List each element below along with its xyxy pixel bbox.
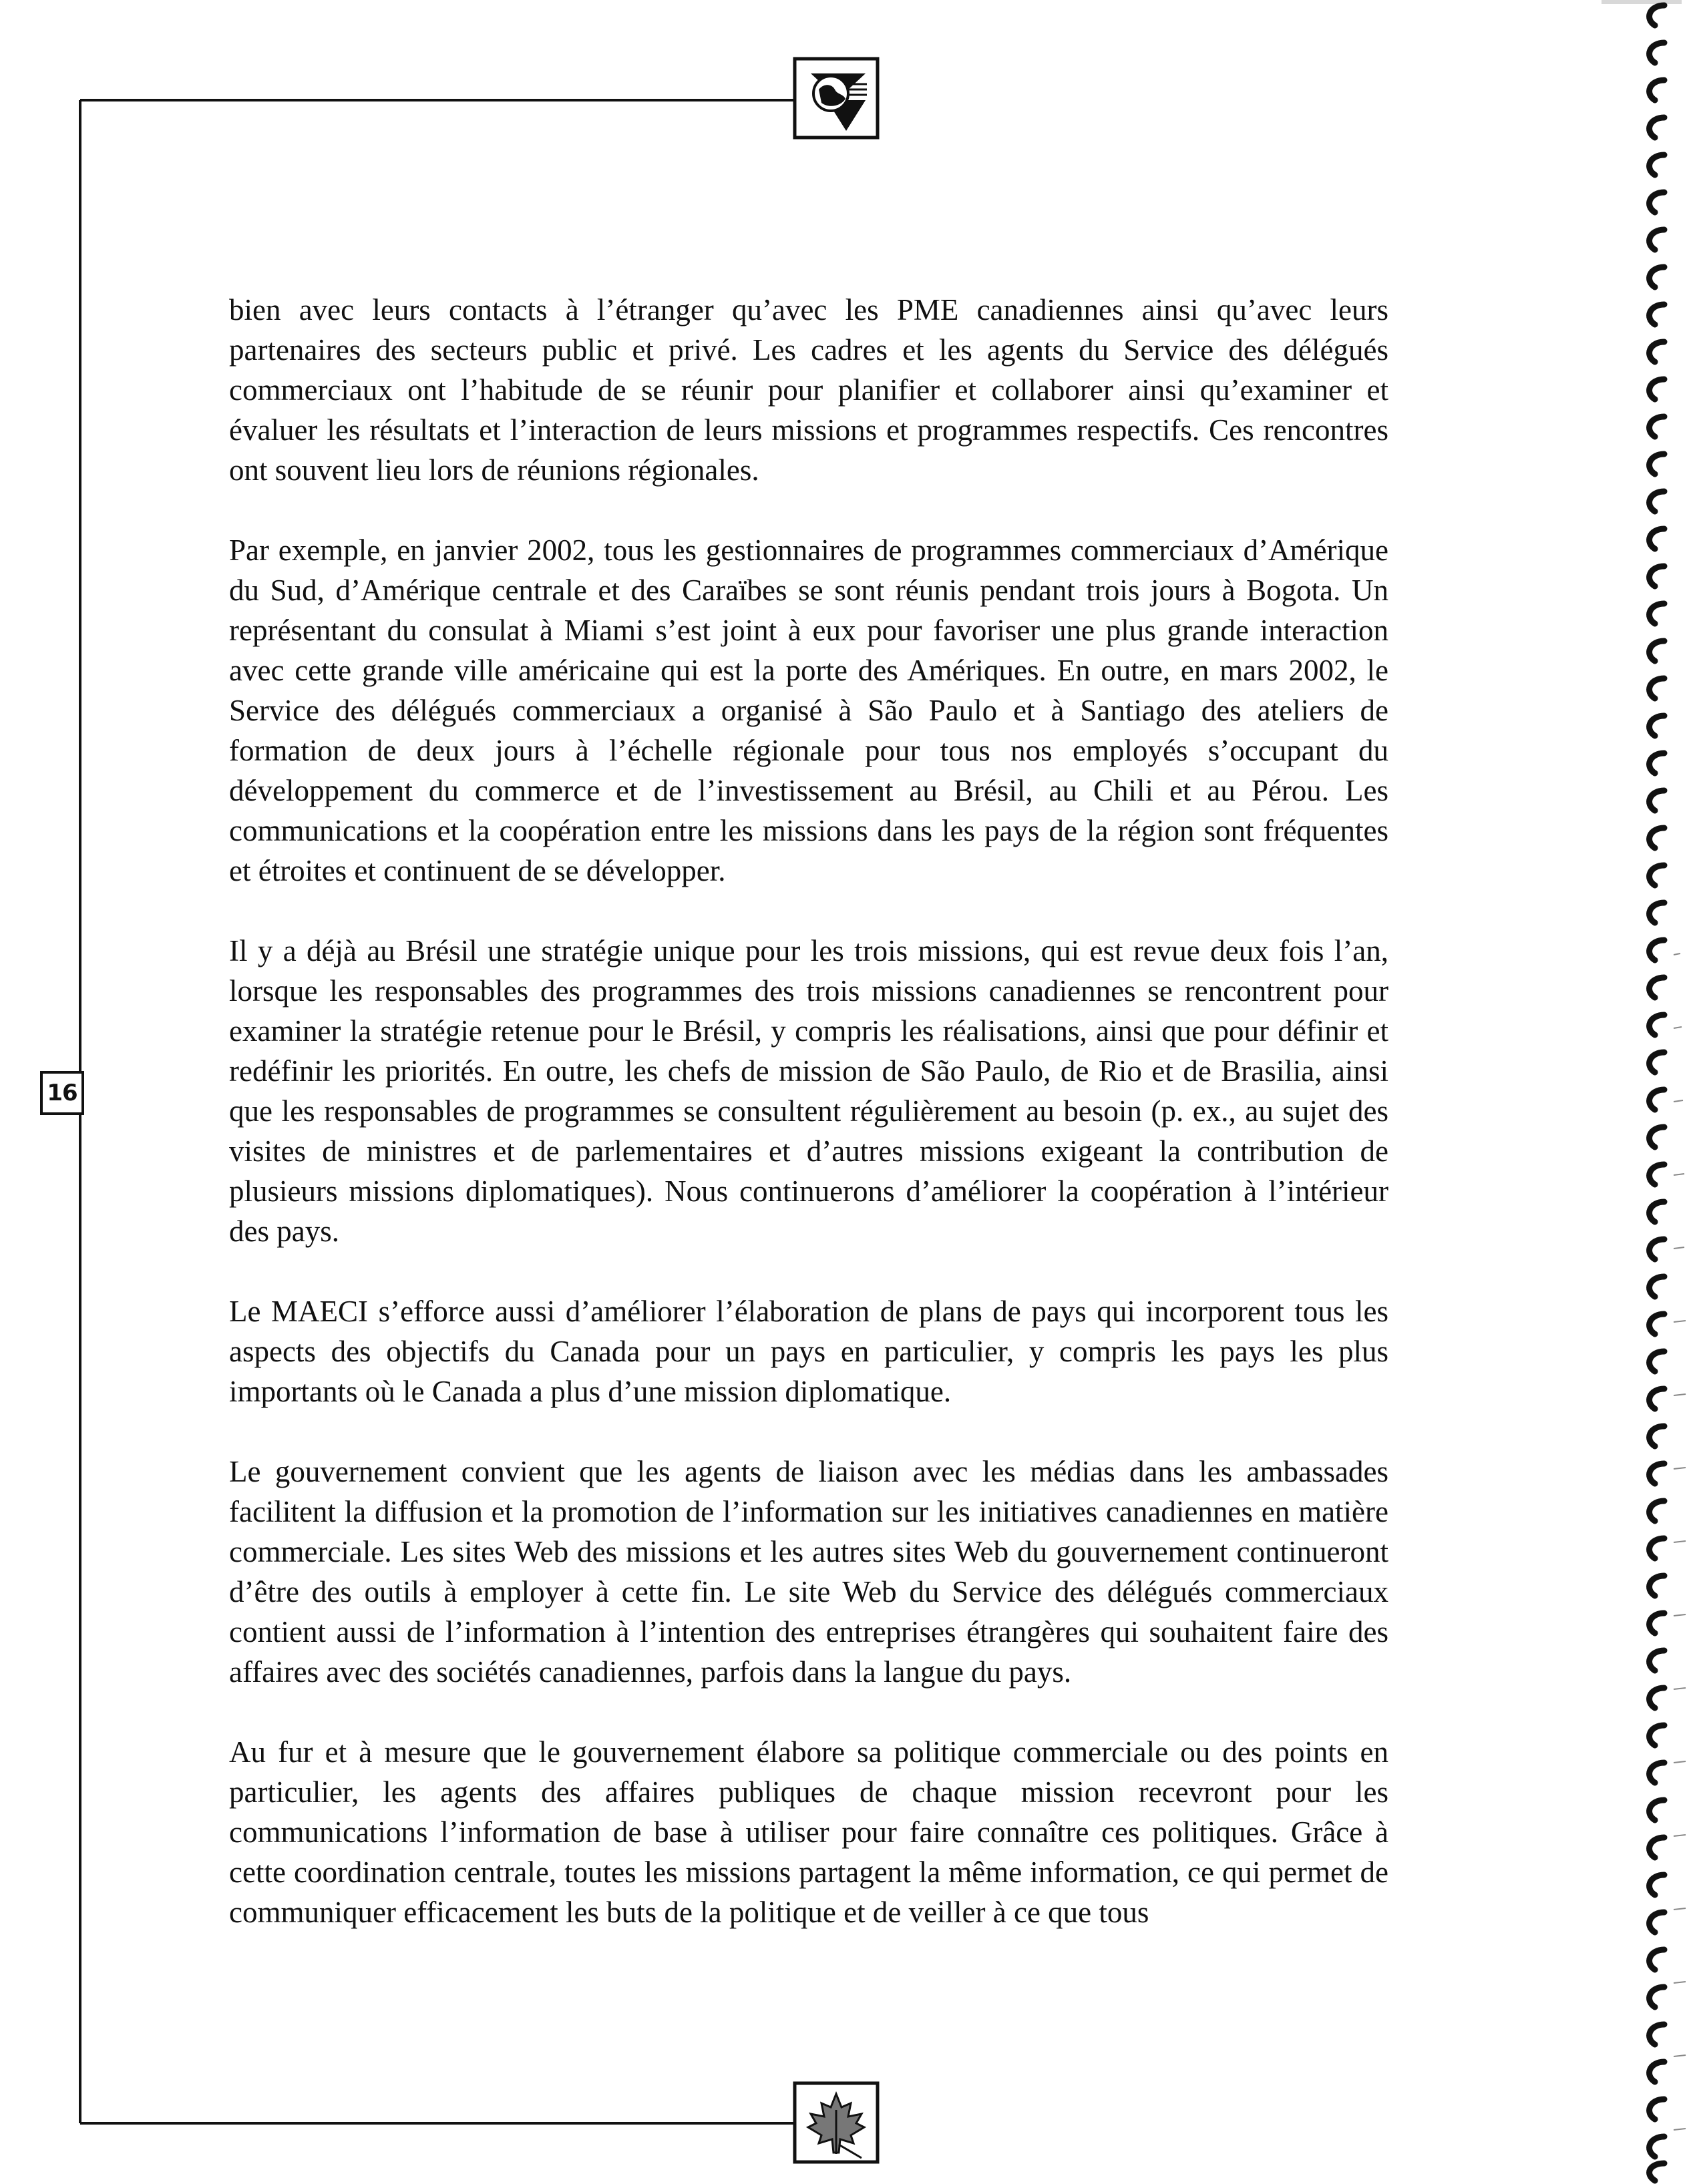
- paragraph-5: Le gouvernement convient que les agents de liaison avec les médias dans les ambassades facilitent la diffusion et la promotion de l’information sur les initiatives canadiennes en matière commerciale. Les sites Web des missions et les autres sites Web du gouvernement continueront d’être des outils à employer à cette fin. Le site Web du Service des délégués commerciaux contient aussi de l’information à l’intention des entreprises étrangères qui souhaitent faire des affaires avec des sociétés canadiennes, parfois dans la langue du pays.: [229, 1455, 1388, 1689]
- paragraph-2: Par exemple, en janvier 2002, tous les gestionnaires de programmes commerciaux d’Amérique du Sud, d’Amérique centrale et des Caraïbes se sont réunis pendant trois jours à Bogota. Un représentant du consulat à Miami s’est joint à eux pour favoriser une plus grande interaction avec cette grande ville américaine qui est la porte des Amériques. En outre, en mars 2002, le Service des délégués commerciaux a organisé à São Paulo et à Santiago des ateliers de formation de deux jours à l’échelle régionale pour tous nos employés s’occupant du développement du commerce et de l’investissement au Brésil, au Chili et au Pérou. Les communications et la coopération entre les missions dans les pays de la région sont fréquentes et étroites et continuent de se développer.: [229, 533, 1388, 887]
- paragraph-4: Le MAECI s’efforce aussi d’améliorer l’élaboration de plans de pays qui incorporent tous les aspects des objectifs du Canada pour un pays en particulier, y compris les pays les plus importants où le Canada a plus d’une mission diplomatique.: [229, 1295, 1388, 1408]
- paragraph-6: Au fur et à mesure que le gouvernement élabore sa politique commerciale ou des points en particulier, les agents des affaires publiques de chaque mission recevront pour les communications l’information de base à utiliser pour faire connaître ces politiques. Grâce à cette coordination centrale, toutes les missions partagent la même information, ce qui permet de communiquer efficacement les buts de la politique et de veiller à ce que tous: [229, 1735, 1388, 1929]
- page-number: 16: [40, 1071, 84, 1115]
- paragraph-1: bien avec leurs contacts à l’étranger qu’avec les PME canadiennes ainsi qu’avec leurs partenaires des secteurs public et privé. Les cadres et les agents du Service des délégués commerciaux ont l’habitude de se réunir pour planifier et collaborer ainsi qu’examiner et évaluer les résultats et l’interaction de leurs missions et programmes respectifs. Ces rencontres ont souvent lieu lors de réunions régionales.: [229, 293, 1388, 487]
- body-text: [229, 290, 1388, 1932]
- paragraph-3: Il y a déjà au Brésil une stratégie unique pour les trois missions, qui est revue deux fois l’an, lorsque les responsables des programmes des trois missions canadiennes se rencontrent pour examiner la stratégie retenue pour le Brésil, y compris les réalisations, ainsi que pour définir et redéfinir les priorités. En outre, les chefs de mission de São Paulo, de Rio et de Brasilia, ainsi que les responsables de programmes se consultent régulièrement au besoin (p. ex., au sujet des visites de ministres et de parlementaires et d’autres missions exigeant la contribution de plusieurs missions diplomatiques). Nous continuerons d’améliorer la coopération à l’intérieur des pays.: [229, 934, 1388, 1248]
- maple-leaf-icon: [795, 2083, 878, 2162]
- globe-triangle-logo-icon: [795, 59, 878, 138]
- spiral-binding-icon: [1650, 5, 1664, 2181]
